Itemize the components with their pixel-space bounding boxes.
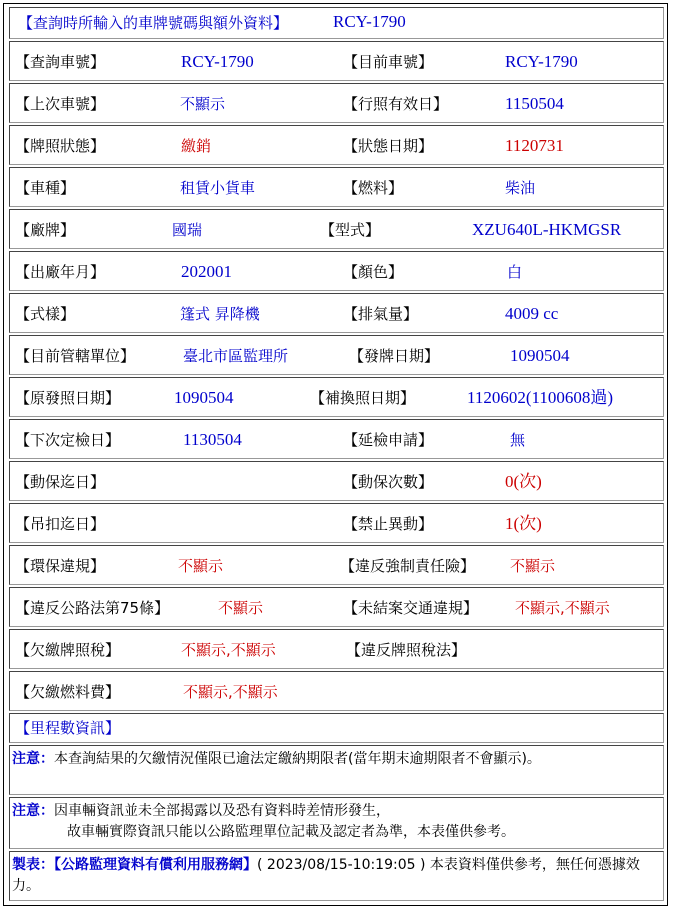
note-1 [9,745,664,795]
label-next-inspection: 【下次定檢日】 [15,431,121,449]
title-label: 【查詢時所輸入的車牌號碼與額外資料】 [18,14,289,32]
footer-body [12,855,657,897]
label-unpaid-license-tax: 【欠繳牌照稅】 [15,641,121,659]
label-transfer-ban: 【禁止異動】 [343,515,434,533]
title-plate: RCY-1790 [333,12,406,31]
note-1-label: 注意： [12,751,54,767]
label-current-plate: 【目前車號】 [343,53,434,71]
value-transfer-ban: 1(次) [505,514,542,533]
value-current-plate: RCY-1790 [505,52,578,71]
vehicle-info-table [3,3,668,906]
label-open-traffic-violation: 【未結案交通違規】 [343,599,479,617]
value-vehicle-type: 租賃小貨車 [180,179,256,197]
row-license-dates [9,377,664,417]
value-prev-plate: 不顯示 [180,95,226,113]
label-fuel: 【燃料】 [343,179,404,197]
label-color: 【顏色】 [343,263,404,281]
note-1-text: 本查詢結果的欠繳情況僅限已逾法定繳納期限者(當年期末逾期限者不會顯示)。 [54,751,541,767]
note-2-body [12,801,657,843]
value-unpaid-license-tax: 不顯示,不顯示 [181,641,276,659]
value-brand: 國瑞 [172,221,203,239]
value-inspection-extension: 無 [510,431,526,449]
note-1-body [12,749,652,770]
label-env-violation: 【環保違規】 [15,557,106,575]
title-row [9,7,664,39]
label-reissue-date: 【補換照日期】 [310,389,416,407]
footer-text: ( 2023/08/15-10:19:05 ) 本表資料僅供參考，無任何憑據效力。 [12,857,640,894]
label-plate-status: 【牌照狀態】 [15,137,106,155]
note-2-line2: 故車輛實際資訊只能以公路監理單位記載及認定者為準，本表僅供參考。 [67,824,515,840]
label-highway-act-75: 【違反公路法第75條】 [15,599,170,617]
value-chattel-count: 0(次) [505,472,542,491]
value-displacement: 4009 cc [505,304,559,323]
value-jurisdiction: 臺北市區監理所 [183,347,289,365]
label-license-valid: 【行照有效日】 [343,95,449,113]
value-issue-date: 1090504 [510,346,570,365]
value-manufacture-date: 202001 [181,262,232,281]
row-violations [9,545,664,585]
label-body-style: 【式樣】 [15,305,76,323]
label-prev-plate: 【上次車號】 [15,95,106,113]
value-unpaid-fuel-fee: 不顯示,不顯示 [183,683,278,701]
label-chattel-end: 【動保迄日】 [15,473,106,491]
row-manufacture [9,251,664,291]
mileage-heading: 【里程數資訊】 [15,719,121,737]
value-status-date: 1120731 [505,136,564,155]
footer-row [9,851,664,901]
row-prev-plate [9,83,664,123]
value-env-violation: 不顯示 [178,557,224,575]
value-fuel: 柴油 [505,179,536,197]
row-fuel-fee [9,671,664,711]
row-status [9,125,664,165]
row-suspension [9,503,664,543]
label-brand: 【廠牌】 [15,221,76,239]
label-inspection-extension: 【延檢申請】 [343,431,434,449]
label-insurance-violation: 【違反強制責任險】 [340,557,476,575]
note-2 [9,797,664,849]
note-2-label: 注意： [12,803,54,819]
value-color: 白 [507,263,523,281]
row-style [9,293,664,333]
row-vehicle-type [9,167,664,207]
value-body-style: 篷式 昇降機 [180,305,260,323]
label-issue-date: 【發牌日期】 [349,347,440,365]
row-highway-violations [9,587,664,627]
label-chattel-count: 【動保次數】 [343,473,434,491]
row-brand [9,209,664,249]
value-original-license-date: 1090504 [174,388,234,407]
value-query-plate: RCY-1790 [181,52,254,71]
value-model: XZU640L-HKMGSR [472,220,622,239]
row-plate [9,41,664,81]
row-jurisdiction [9,335,664,375]
footer-label: 製表： [12,857,54,873]
label-status-date: 【狀態日期】 [343,137,434,155]
label-jurisdiction: 【目前管轄單位】 [15,347,136,365]
label-suspension-end: 【吊扣迄日】 [15,515,106,533]
footer-service-link[interactable]: 【公路監理資料有償利用服務網】 [54,857,257,873]
value-reissue-date: 1120602(1100608過) [467,388,614,407]
row-mileage [9,713,664,743]
row-inspection [9,419,664,459]
row-license-tax [9,629,664,669]
label-model: 【型式】 [320,221,381,239]
note-2-line1: 因車輛資訊並未全部揭露以及恐有資料時差情形發生， [54,803,390,819]
label-displacement: 【排氣量】 [343,305,419,323]
row-chattel [9,461,664,501]
value-highway-act-75: 不顯示 [218,599,264,617]
label-vehicle-type: 【車種】 [15,179,76,197]
value-license-valid: 1150504 [505,94,564,113]
label-manufacture-date: 【出廠年月】 [15,263,106,281]
value-plate-status: 繳銷 [181,137,212,155]
value-insurance-violation: 不顯示 [510,557,556,575]
label-query-plate: 【查詢車號】 [15,53,106,71]
value-open-traffic-violation: 不顯示,不顯示 [515,599,610,617]
label-original-license-date: 【原發照日期】 [15,389,121,407]
label-unpaid-fuel-fee: 【欠繳燃料費】 [15,683,121,701]
value-next-inspection: 1130504 [183,430,242,449]
label-license-tax-violation: 【違反牌照稅法】 [346,641,467,659]
